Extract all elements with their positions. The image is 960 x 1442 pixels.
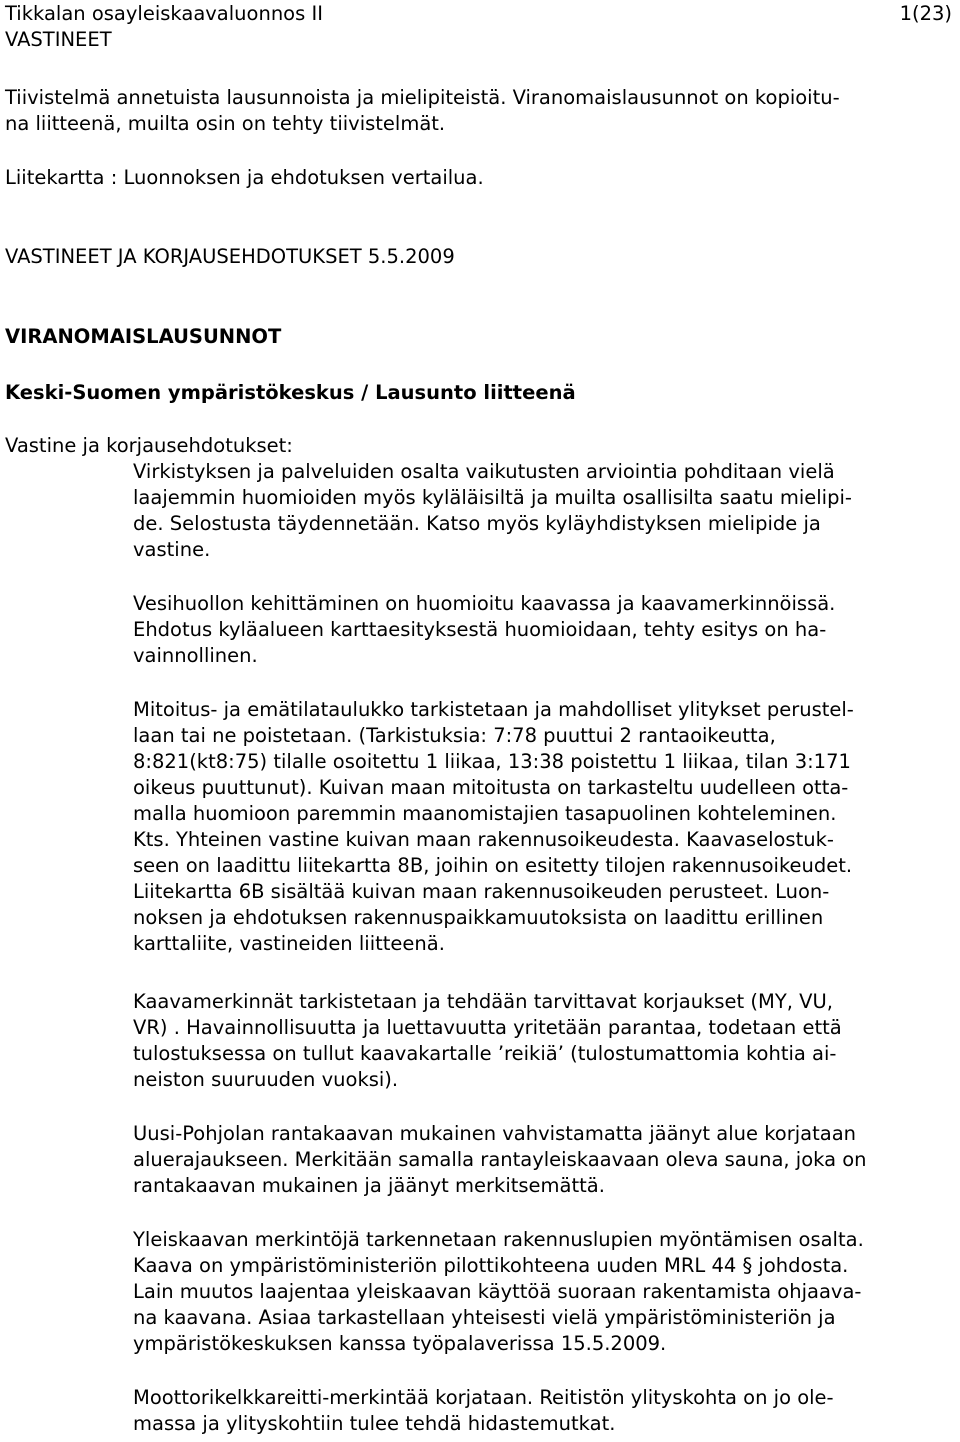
paragraph-line: Mitoitus- ja emätilataulukko tarkistetaan ja mahdolliset ylitykset perustel- xyxy=(133,698,854,721)
paragraph-line: Yleiskaavan merkintöjä tarkennetaan rakennuslupien myöntämisen osalta. xyxy=(133,1228,864,1251)
paragraph-line: Kaavamerkinnät tarkistetaan ja tehdään tarvittavat korjaukset (MY, VU, xyxy=(133,990,833,1013)
paragraph-line: neiston suuruuden vuoksi). xyxy=(133,1068,399,1091)
response-label: Vastine ja korjausehdotukset: xyxy=(5,434,293,457)
paragraph-line: tulostuksessa on tullut kaavakartalle ’reikiä’ (tulostumattomia kohtia ai- xyxy=(133,1042,837,1065)
paragraph-line: seen on laadittu liitekartta 8B, joihin on esitetty tilojen rakennusoikeudet. xyxy=(133,854,853,877)
paragraph-line: 8:821(kt8:75) tilalle osoitettu 1 liikaa, 13:38 poistettu 1 liikaa, tilan 3:171 xyxy=(133,750,851,773)
paragraph-line: ympäristökeskuksen kanssa työpalaverissa 15.5.2009. xyxy=(133,1332,667,1355)
paragraph-line: laajemmin huomioiden myös kyläläisiltä ja muilta osallisilta saatu mielipi- xyxy=(133,486,852,509)
paragraph-line: Virkistyksen ja palveluiden osalta vaikutusten arviointia pohditaan vielä xyxy=(133,460,835,483)
intro-line: na liitteenä, muilta osin on tehty tiivistelmät. xyxy=(5,112,446,135)
paragraph-line: noksen ja ehdotuksen rakennuspaikkamuutoksista on laadittu erillinen xyxy=(133,906,824,929)
paragraph-line: Uusi-Pohjolan rantakaavan mukainen vahvistamatta jäänyt alue korjataan xyxy=(133,1122,857,1145)
paragraph-line: malla huomioon paremmin maanomistajien tasapuolinen kohteleminen. xyxy=(133,802,837,825)
paragraph-line: Vesihuollon kehittäminen on huomioitu kaavassa ja kaavamerkinnöissä. xyxy=(133,592,836,615)
paragraph-line: na kaavana. Asiaa tarkastellaan yhteisesti vielä ympäristöministeriön ja xyxy=(133,1306,836,1329)
paragraph-line: karttaliite, vastineiden liitteenä. xyxy=(133,932,445,955)
paragraph-line: vainnollinen. xyxy=(133,644,258,667)
paragraph-line: vastine. xyxy=(133,538,211,561)
paragraph-line: Moottorikelkkareitti-merkintää korjataan. Reitistön ylityskohta on jo ole- xyxy=(133,1386,834,1409)
document-title: Tikkalan osayleiskaavaluonnos II xyxy=(5,2,323,25)
paragraph-line: laan tai ne poistetaan. (Tarkistuksia: 7:78 puuttui 2 rantaoikeutta, xyxy=(133,724,776,747)
paragraph-line: rantakaavan mukainen ja jäänyt merkitsemättä. xyxy=(133,1174,605,1197)
paragraph-line: oikeus puuttunut). Kuivan maan mitoitusta on tarkasteltu uudelleen otta- xyxy=(133,776,849,799)
paragraph-line: aluerajaukseen. Merkitään samalla rantayleiskaavaan oleva sauna, joka on xyxy=(133,1148,867,1171)
intro-line: Tiivistelmä annetuista lausunnoista ja mielipiteistä. Viranomaislausunnot on kopioitu- xyxy=(5,86,840,109)
paragraph-line: Lain muutos laajentaa yleiskaavan käyttöä suoraan rakentamista ohjaava- xyxy=(133,1280,862,1303)
paragraph-line: VR) . Havainnollisuutta ja luettavuutta yritetään parantaa, todetaan että xyxy=(133,1016,842,1039)
paragraph-line: Liitekartta 6B sisältää kuivan maan rakennusoikeuden perusteet. Luon- xyxy=(133,880,830,903)
paragraph-line: Kaava on ympäristöministeriön pilottikohteena uuden MRL 44 § johdosta. xyxy=(133,1254,849,1277)
page-number: 1(23) xyxy=(899,2,952,25)
paragraph-line: Kts. Yhteinen vastine kuivan maan rakennusoikeudesta. Kaavaselostuk- xyxy=(133,828,834,851)
attachment-map-note: Liitekartta : Luonnoksen ja ehdotuksen vertailua. xyxy=(5,166,484,189)
document-subtitle: VASTINEET xyxy=(5,28,112,51)
responses-heading: VASTINEET JA KORJAUSEHDOTUKSET 5.5.2009 xyxy=(5,245,455,268)
section-title: VIRANOMAISLAUSUNNOT xyxy=(5,325,282,348)
paragraph-line: massa ja ylityskohtiin tulee tehdä hidastemutkat. xyxy=(133,1412,616,1435)
paragraph-line: Ehdotus kyläalueen karttaesityksestä huomioidaan, tehty esitys on ha- xyxy=(133,618,827,641)
subsection-title: Keski-Suomen ympäristökeskus / Lausunto liitteenä xyxy=(5,381,576,404)
paragraph-line: de. Selostusta täydennetään. Katso myös kyläyhdistyksen mielipide ja xyxy=(133,512,821,535)
